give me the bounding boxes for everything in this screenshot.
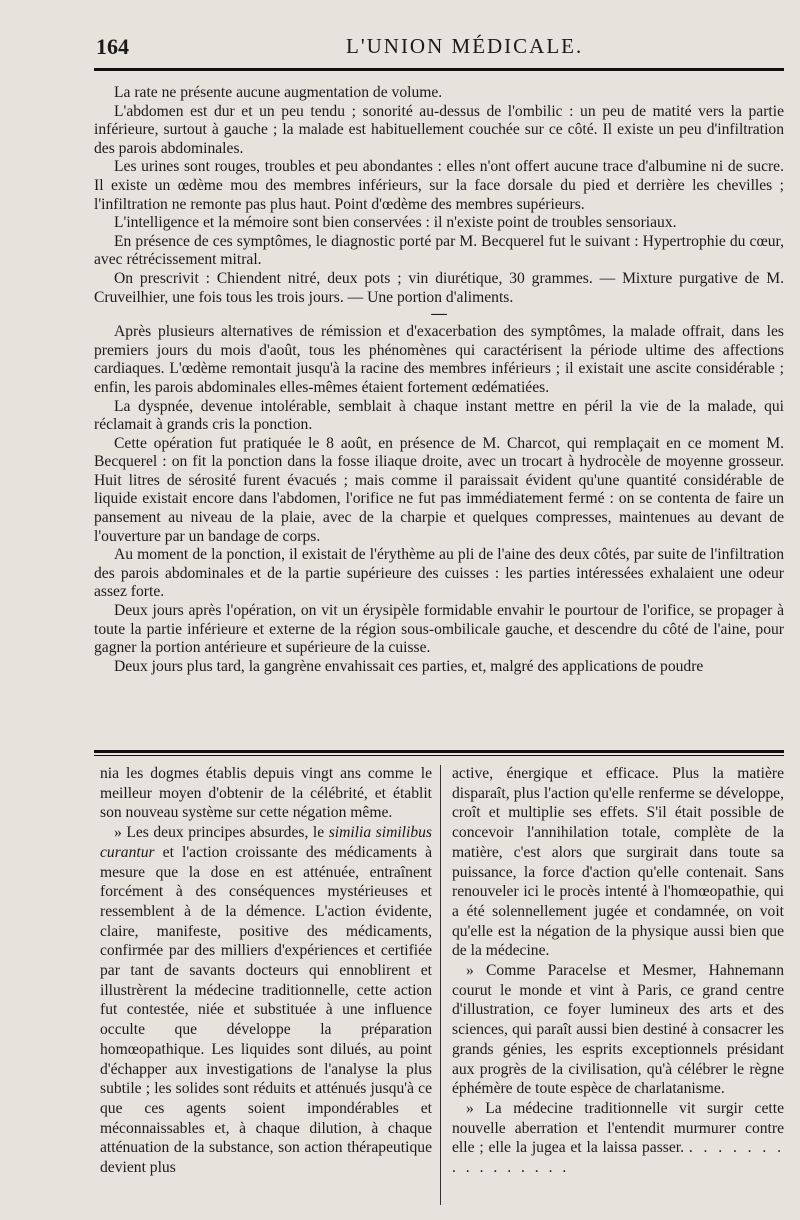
- paragraph: Cette opération fut pratiquée le 8 août, en présence de M. Charcot, qui remplaçait en ce moment M. Becquerel : on fit la ponction dans la fosse iliaque droite, avec un trocart à hydrocèle de moyenne grosseur. Huit litres de sérosité furent évacués ; mais comme il paraissait évident qu'une quantité considérable de liquide existait encore dans l'abdomen, l'orifice ne fut pas immédiatement fermé : on se contenta de faire un pansement au niveau de la plaie, avec de la charpie et quelques compresses, maintenues au devant de l'ouverture par un bandage de corps.: [94, 434, 784, 545]
- paragraph: active, énergique et efficace. Plus la matière disparaît, plus l'action qu'elle renferme se développe, croît et multiplie ses effets. S'il était possible de concevoir l'annihilation totale, complète de la matière, c'est alors que surgirait dans toute sa puissance, la force d'action qu'elle contenait. Sans renouveler ici le procès intenté à l'homœopathie, qui a été solennellement jugée et condamnée, on voit qu'elle est la négation de la physique aussi bien que de la médecine.: [452, 765, 784, 960]
- feuilleton-right-column: [452, 764, 784, 1178]
- column-divider: [440, 765, 441, 1205]
- paragraph: On prescrivit : Chiendent nitré, deux pots ; vin diurétique, 30 grammes. — Mixture purgative de M. Cruveilhier, une fois tous les trois jours. — Une portion d'aliments.: [94, 269, 784, 306]
- paragraph: Deux jours plus tard, la gangrène envahissait ces parties, et, malgré des applications de poudre: [114, 657, 704, 675]
- text-run: et l'action croissante des médicaments à mesure que la dose en est atténuée, entraînent forcément à des conséquences mystérieuses et ressemblent à de la démence. L'action évidente, claire, manifeste, positive des médicaments, confirmée par des milliers d'expériences et certifiée par tant de savants docteurs qui ennoblirent et illustrèrent la médecine traditionnelle, cette action fut contestée, niée et substituée à une influence occulte que développe la préparation homœopathique. Les liquides sont dilués, au point d'échapper aux investigations de l'analyse la plus subtile ; les solides sont réduits et atténués jusqu'à ce que ces agents soient impondérables et méconnaissables et, à chaque dilution, à chaque atténuation de la substance, son action thérapeutique devient plus: [100, 843, 432, 1177]
- feuilleton-left-column: [100, 764, 432, 1178]
- paragraph: En présence de ces symptômes, le diagnostic porté par M. Becquerel fut le suivant : Hypertrophie du cœur, avec rétrécissement mitral.: [94, 232, 784, 269]
- running-title: L'UNION MÉDICALE.: [346, 34, 584, 58]
- article-body: [94, 84, 784, 676]
- paragraph: Au moment de la ponction, il existait de l'érythème au pli de l'aine des deux côtés, par suite de l'infiltration des parois abdominales et de la partie supérieure des cuisses : les parties intéressées exhalaient une odeur assez forte.: [94, 546, 784, 601]
- ellipsis-dots: . . . . . . . . . . . . . . . .: [452, 1139, 784, 1177]
- section-separator: —: [431, 305, 447, 323]
- paragraph: nia les dogmes établis depuis vingt ans comme le meilleur moyen d'obtenir de la célébrité, et établit son nouveau système sur cette négation même.: [100, 765, 432, 822]
- paragraph: [452, 1099, 784, 1178]
- page-header: [96, 34, 786, 60]
- paragraph: Deux jours après l'opération, on vit un érysipèle formidable envahir le pourtour de l'orifice, se propager à toute la partie inférieure et externe de la région sous-ombilicale gauche, et descendre du côté de l'aine, pour gagner la portion antérieure et supérieure de la cuisse.: [94, 602, 784, 657]
- feuilleton-rule: [94, 750, 784, 753]
- paragraph: [100, 823, 432, 1178]
- page-number: 164: [96, 34, 129, 59]
- paragraph: La dyspnée, devenue intolérable, semblait à chaque instant mettre en péril la vie de la malade, qui réclamait à grands cris la ponction.: [94, 397, 784, 434]
- text-run: » La médecine traditionnelle vit surgir cette nouvelle aberration et l'entendit murmurer contre elle ; elle la jugea et la laissa passer.: [452, 1099, 784, 1157]
- paragraph: L'intelligence et la mémoire sont bien conservées : il n'existe point de troubles sensoriaux.: [114, 214, 677, 232]
- paragraph: La rate ne présente aucune augmentation de volume.: [114, 84, 443, 101]
- paragraph: » Comme Paracelse et Mesmer, Hahnemann courut le monde et vint à Paris, ce grand centre d'illustration, ce foyer lumineux des arts et des sciences, qui paraît aussi bien destiné à consacrer les grands génies, les esprits exceptionnels présidant aux progrès de la civilisation, qu'à célébrer le règne éphémère de toute espèce de charlatanisme.: [452, 962, 784, 1098]
- header-rule: [94, 68, 784, 71]
- paragraph: Après plusieurs alternatives de rémission et d'exacerbation des symptômes, la malade offrait, dans les premiers jours du mois d'août, tous les phénomènes qui caractérisent la période ultime des affections cardiaques. L'œdème remontait jusqu'à la racine des membres inférieurs ; il existait une ascite considérable ; enfin, les parois abdominales elles-mêmes étaient fortement œdématiées.: [94, 323, 784, 396]
- paragraph: Les urines sont rouges, troubles et peu abondantes : elles n'ont offert aucune trace d'albumine ni de sucre. Il existe un œdème mou des membres inférieurs, sur la face dorsale du pied et derrière les chevilles ; l'infiltration ne remonte pas plus haut. Point d'œdème des membres supérieurs.: [94, 158, 784, 213]
- feuilleton-rule-thin: [94, 755, 784, 756]
- paragraph: L'abdomen est dur et un peu tendu ; sonorité au-dessus de l'ombilic : un peu de matité vers la partie inférieure, surtout à gauche ; la malade est habituellement couchée sur ce côté. Il existe un peu d'infiltration des parois abdominales.: [94, 102, 784, 157]
- latin-phrase: similia similibus curantur: [100, 824, 432, 861]
- text-run: » Les deux principes absurdes, le: [114, 824, 329, 842]
